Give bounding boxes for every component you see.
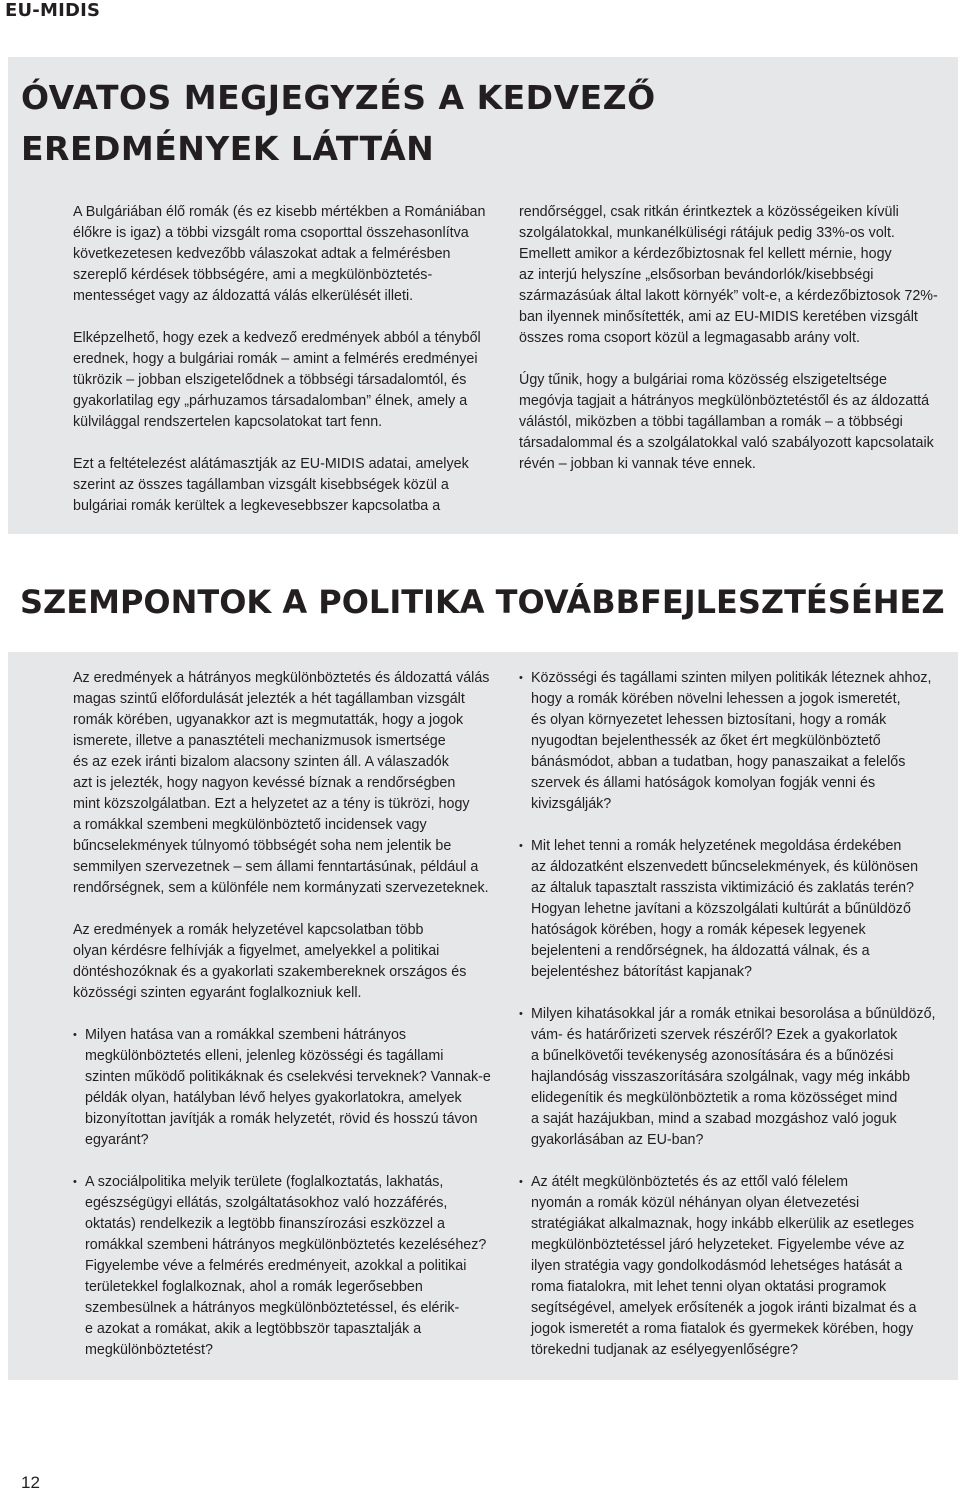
text-line: összes roma csoport közül a legmagasabb arány volt. [519, 330, 860, 346]
paragraph [73, 454, 503, 517]
list-item [519, 1004, 951, 1151]
text-line: származásúak által lakott környék” volt-e, a kérdezőbiztosok 72%- [519, 288, 938, 304]
right-column-careful-note [519, 202, 949, 475]
text-line: hogy a romák körében növelni lehessen a jogok ismeretét, [531, 691, 901, 707]
text-line: szervek és állami hatóságok komolyan fogják venni és [531, 775, 876, 791]
title-line: EREDMÉNYEK LÁTTÁN [21, 129, 435, 168]
text-line: bejelentéshez bátorítást kapjanak? [531, 964, 752, 980]
text-line: ilyen stratégia vagy gondolkodásmód lehetséges hatását a [531, 1258, 903, 1274]
text-line: nyugodtan bejelenthessék az őket ért megkülönböztető [531, 733, 881, 749]
text-line: szereplő kérdések többségére, ami a megkülönböztetés- [73, 267, 433, 283]
text-line: Figyelembe véve a felmérés eredményeit, azokkal a politikai [85, 1258, 467, 1274]
text-line: A Bulgáriában élő romák (és ez kisebb mértékben a Romániában [73, 204, 486, 220]
left-column-policy [73, 668, 503, 1361]
text-line: nyomán a romák közül néhányan olyan életvezetési [531, 1195, 860, 1211]
text-line: döntéshozóknak és a gyakorlati szakembereknek országos és [73, 964, 467, 980]
text-line: következetesen kedvezőbb válaszokat adtak a felmérésben [73, 246, 451, 262]
title-line: ÓVATOS MEGJEGYZÉS A KEDVEZŐ [21, 78, 656, 117]
text-line: jogok ismeretét a roma fiatalok és gyermekek körében, hogy [531, 1321, 914, 1337]
text-line: romák körében, ugyanakkor azt is megmutatták, hogy a jogok [73, 712, 464, 728]
paragraph [519, 202, 949, 349]
text-line: hatóságok körében, hogy a romák képesek legyenek [531, 922, 866, 938]
paragraph [519, 370, 949, 475]
text-line: a bűnelkövetői tevékenység azonosítására és a bűnözési [531, 1048, 894, 1064]
text-line: Ezt a feltételezést alátámasztják az EU-MIDIS adatai, amelyek [73, 456, 469, 472]
text-line: élőkre is igaz) a többi vizsgált roma csoporttal összehasonlítva [73, 225, 469, 241]
text-line: egyaránt? [85, 1132, 149, 1148]
text-line: szerint az összes tagállamban vizsgált kisebbségek közül a [73, 477, 449, 493]
text-line: stratégiákat alkalmaznak, hogy inkább elkerülik az esetleges [531, 1216, 915, 1232]
bullet-list [73, 1025, 503, 1361]
text-line: roma fiatalokra, mit lehet tenni olyan oktatási programok [531, 1279, 887, 1295]
text-line: olyan kérdésre felhívják a figyelmet, amelyekkel a politikai [73, 943, 440, 959]
text-line: Az eredmények a romák helyzetével kapcsolatban több [73, 922, 424, 938]
text-line: válástól, miközben a többi tagállamban a romák – a többségi [519, 414, 903, 430]
text-line: egészségügyi ellátás, szolgáltatásokhoz való hozzáférés, [85, 1195, 448, 1211]
section-title-careful-note [21, 72, 656, 174]
text-line: • Mit lehet tenni a romák helyzetének megoldása érdekében [531, 838, 902, 854]
text-line: az általuk tapasztalt rasszista viktimizáció és zaklatás terén? [531, 880, 915, 896]
paragraph [73, 920, 503, 1004]
text-line: bűncselekmények túlnyomó többségét soha nem jelentik be [73, 838, 452, 854]
text-line: területekkel foglalkoznak, ahol a romák legerősebben [85, 1279, 423, 1295]
text-line: e azokat a romákat, akik a legtöbbször tapasztalják a [85, 1321, 422, 1337]
text-line: gyakorlásában az EU-ban? [531, 1132, 704, 1148]
text-line: mint közszolgálatban. Ezt a helyzetet az a tény is tükrözi, hogy [73, 796, 470, 812]
text-line: és olyan környezetet lehessen biztosítani, hogy a romák [531, 712, 887, 728]
paragraph [73, 328, 503, 433]
text-line: • Az átélt megkülönböztetés és az ettől való félelem [531, 1174, 849, 1190]
left-column-careful-note [73, 202, 503, 517]
text-line: révén – jobban ki vannak téve ennek. [519, 456, 756, 472]
text-line: • Közösségi és tagállami szinten milyen politikák léteznek ahhoz, [531, 670, 932, 686]
text-line: a romákkal szembeni megkülönböztető incidensek vagy [73, 817, 427, 833]
text-line: kivizsgálják? [531, 796, 612, 812]
text-line: • Milyen kihatásokkal jár a romák etnikai besorolása a bűnüldöző, [531, 1006, 936, 1022]
text-line: tükrözik – jobban elszigetelődnek a többségi társadalomtól, és [73, 372, 467, 388]
running-header: EU-MIDIS [5, 0, 101, 21]
text-line: szinten működő politikáknak és cselekvési terveknek? Vannak-e [85, 1069, 491, 1085]
text-line: bejelenteni a rendőrségnek, ha áldozattá válnak, és a [531, 943, 870, 959]
text-line: erednek, hogy a bulgáriai romák – amint a felmérés eredményei [73, 351, 478, 367]
list-item [73, 1025, 503, 1151]
text-line: megkülönböztetést? [85, 1342, 213, 1358]
text-line: • Milyen hatása van a romákkal szembeni hátrányos [85, 1027, 407, 1043]
bullet-list [519, 668, 951, 1361]
text-line: bánásmódot, abban a tudatban, hogy panaszaikat a felelős [531, 754, 906, 770]
page-number: 12 [21, 1473, 40, 1492]
text-line: Az eredmények a hátrányos megkülönböztetés és áldozattá válás [73, 670, 490, 686]
text-line: közösségi szinten egyaránt foglalkozniuk kell. [73, 985, 362, 1001]
text-line: romákkal szembeni hátrányos megkülönböztetés kezeléséhez? [85, 1237, 487, 1253]
text-line: vám- és határőrizeti szervek részéről? Ezek a gyakorlatok [531, 1027, 898, 1043]
list-item [519, 668, 951, 815]
text-line: és az ezek iránti bizalom alacsony szinten áll. A válaszadók [73, 754, 449, 770]
text-line: elidegenítik és megkülönböztetik a roma közösséget mind [531, 1090, 898, 1106]
text-line: ban ilyennek minősítették, ami az EU-MIDIS keretében vizsgált [519, 309, 918, 325]
list-item [519, 836, 951, 983]
text-line: társadalommal és a szolgálatokkal való szabályozott kapcsolataik [519, 435, 934, 451]
text-line: szolgálatokkal, munkanélküliségi rátájuk pedig 33%-os volt. [519, 225, 895, 241]
section-title-policy: SZEMPONTOK A POLITIKA TOVÁBBFEJLESZTÉSÉHEZ [20, 583, 945, 621]
text-line: Hogyan lehetne javítani a közszolgálati kultúrát a bűnüldöző [531, 901, 911, 917]
text-line: bizonyítottan javítják a romák helyzetét, rövid és hosszú távon [85, 1111, 478, 1127]
list-item [73, 1172, 503, 1361]
text-line: az áldozatként elszenvedett bűncselekmények, és különösen [531, 859, 919, 875]
text-line: mentességet vagy az áldozattá válás elkerülését illeti. [73, 288, 414, 304]
text-line: törekedni tudjanak az esélyegyenlőségre? [531, 1342, 799, 1358]
text-line: magas szintű előfordulását jelezték a hét tagállamban vizsgált [73, 691, 465, 707]
text-line: megkülönböztetéssel járó helyzeteket. Figyelembe véve az [531, 1237, 905, 1253]
text-line: azt is jelezték, hogy nagyon kevéssé bíznak a rendőrségben [73, 775, 456, 791]
text-line: gyakorlatilag egy „párhuzamos társadalomban” élnek, amely a [73, 393, 468, 409]
text-line: a saját hazájukban, mind a szabad mozgáshoz való joguk [531, 1111, 897, 1127]
text-line: külvilággal rendszertelen kapcsolatokat tart fenn. [73, 414, 383, 430]
text-line: hajlandóság visszaszorítására szolgálnak, vagy még inkább [531, 1069, 911, 1085]
text-line: az interjú helyszíne „elsősorban bevándorlók/kisebbségi [519, 267, 874, 283]
text-line: ismerete, illetve a panasztételi mechanizmusok ismertsége [73, 733, 446, 749]
text-line: Úgy tűnik, hogy a bulgáriai roma közösség elszigeteltsége [519, 372, 887, 388]
text-line: semmilyen szervezetnek – sem állami fenntartásúnak, például a [73, 859, 479, 875]
right-column-policy [519, 668, 951, 1361]
text-line: szembesülnek a hátrányos megkülönböztetéssel, és elérik- [85, 1300, 460, 1316]
text-line: Emellett amikor a kérdezőbiztosnak fel kellett mérnie, hogy [519, 246, 892, 262]
text-line: megkülönböztetés elleni, jelenleg közösségi és tagállami [85, 1048, 444, 1064]
paragraph [73, 202, 503, 307]
text-line: példák olyan, hatályban lévő helyes gyakorlatokra, amelyek [85, 1090, 462, 1106]
text-line: Elképzelhető, hogy ezek a kedvező eredmények abból a tényből [73, 330, 481, 346]
list-item [519, 1172, 951, 1361]
text-line: megóvja tagjait a hátrányos megkülönböztetéstől és az áldozattá [519, 393, 930, 409]
text-line: oktatás) rendelkezik a legtöbb finanszírozási eszközzel a [85, 1216, 445, 1232]
text-line: bulgáriai romák kerültek a legkevesebbszer kapcsolatba a [73, 498, 441, 514]
text-line: • A szociálpolitika melyik területe (foglalkoztatás, lakhatás, [85, 1174, 444, 1190]
paragraph [73, 668, 503, 899]
text-line: segítségével, amelyek erősítenék a jogok iránti bizalmat és a [531, 1300, 917, 1316]
text-line: rendőrséggel, csak ritkán érintkeztek a közösségeiken kívüli [519, 204, 899, 220]
text-line: rendőrségnek, sem a különféle nem kormányzati szervezeteknek. [73, 880, 489, 896]
